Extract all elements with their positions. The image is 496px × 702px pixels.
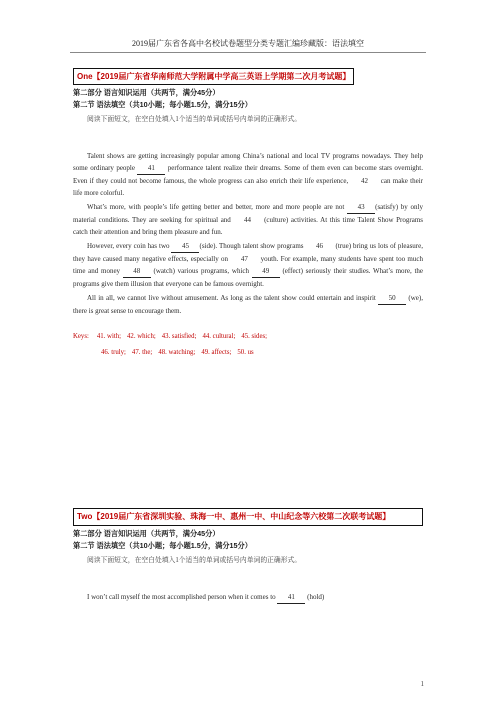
answer-keys [73, 331, 423, 359]
blank-41[interactable]: 41 [137, 162, 165, 175]
blank-46[interactable]: 46 [316, 242, 324, 250]
section-two-heading: Two【2019届广东省深圳实验、珠海一中、惠州一中、中山纪念等六校第二次联考试题】 [73, 508, 423, 526]
instruction: 阅读下面短文，在空白处填入1个适当的单词或括号内单词的正确形式。 [87, 116, 302, 123]
keys-row-2: 46. truly; 47. the; 48. watching; 49. affects; 50. us [101, 349, 254, 356]
page-number: 1 [420, 680, 424, 688]
blank-45[interactable]: 45 [171, 240, 199, 253]
keys-row-1: Keys: 41. with; 42. which; 43. satisfied; 44. cultural; 45. sides; [73, 333, 268, 340]
section-two [73, 508, 423, 604]
blank-41[interactable]: 41 [277, 591, 305, 604]
part-title: 第二部分 语言知识运用（共两节，满分45分） [73, 529, 220, 538]
blank-49[interactable]: 49 [252, 265, 280, 278]
paragraph-2: What’s more, with people’s life getting better and better, more and more people are not 43 (satisfy) by only material conditions. They are seeking for spiritual and 44 (culture) activities. At this time Talent Show Programs catch their attention and bring them pleasure and fun. [73, 203, 423, 236]
blank-43[interactable]: 43 [347, 201, 375, 214]
paragraph-3: However, every coin has two 45 (side). Though talent show programs 46 (true) bring us lots of pleasure, they have caused many negative effects, especially on 47 youth. For example, many students have spent too much time and money 48 (watch) various programs, which 49 (effect) seriously their studies. What’s more, the programs give them illusion that everyone can be famous overnight. [73, 242, 423, 288]
section-one [73, 66, 423, 359]
paragraph-4: All in all, we cannot live without amusement. As long as the talent show could entertain and inspirit 50 (we), there is great sense to encourage them. [73, 294, 423, 315]
part-title: 第二部分 语言知识运用（共两节，满分45分） [73, 88, 220, 97]
instruction: 阅读下面短文，在空白处填入1个适当的单词或括号内单词的正确形式。 [87, 557, 302, 564]
paragraph-1: I won’t call myself the most accomplished person when it comes to 41 (hold) [73, 591, 423, 604]
header-divider [70, 52, 426, 53]
blank-44[interactable]: 44 [243, 216, 251, 224]
blank-47[interactable]: 47 [240, 255, 248, 263]
blank-50[interactable]: 50 [378, 292, 406, 305]
section-title: 第二节 语法填空（共10小题；每小题1.5分，满分15分） [73, 100, 252, 109]
section-title: 第二节 语法填空（共10小题；每小题1.5分，满分15分） [73, 541, 252, 550]
section-one-heading: One【2019届广东省华南师范大学附属中学高三英语上学期第二次月考试题】 [73, 68, 354, 85]
page-header: 2019届广东省各高中名校试卷题型分类专题汇编珍藏版：语法填空 [132, 39, 364, 48]
blank-42[interactable]: 42 [361, 177, 369, 185]
blank-48[interactable]: 48 [123, 265, 151, 278]
paragraph-1: Talent shows are getting increasingly popular among China’s national and local TV programs nowadays. They help some ordinary people 41 performance talent realize their dreams. Some of them even can become stars overnight. Even if they could not become famous, the whole progress can also enrich their life experience, 42 can make their life more colorful. [73, 152, 424, 197]
keys-label: Keys: [73, 333, 89, 340]
